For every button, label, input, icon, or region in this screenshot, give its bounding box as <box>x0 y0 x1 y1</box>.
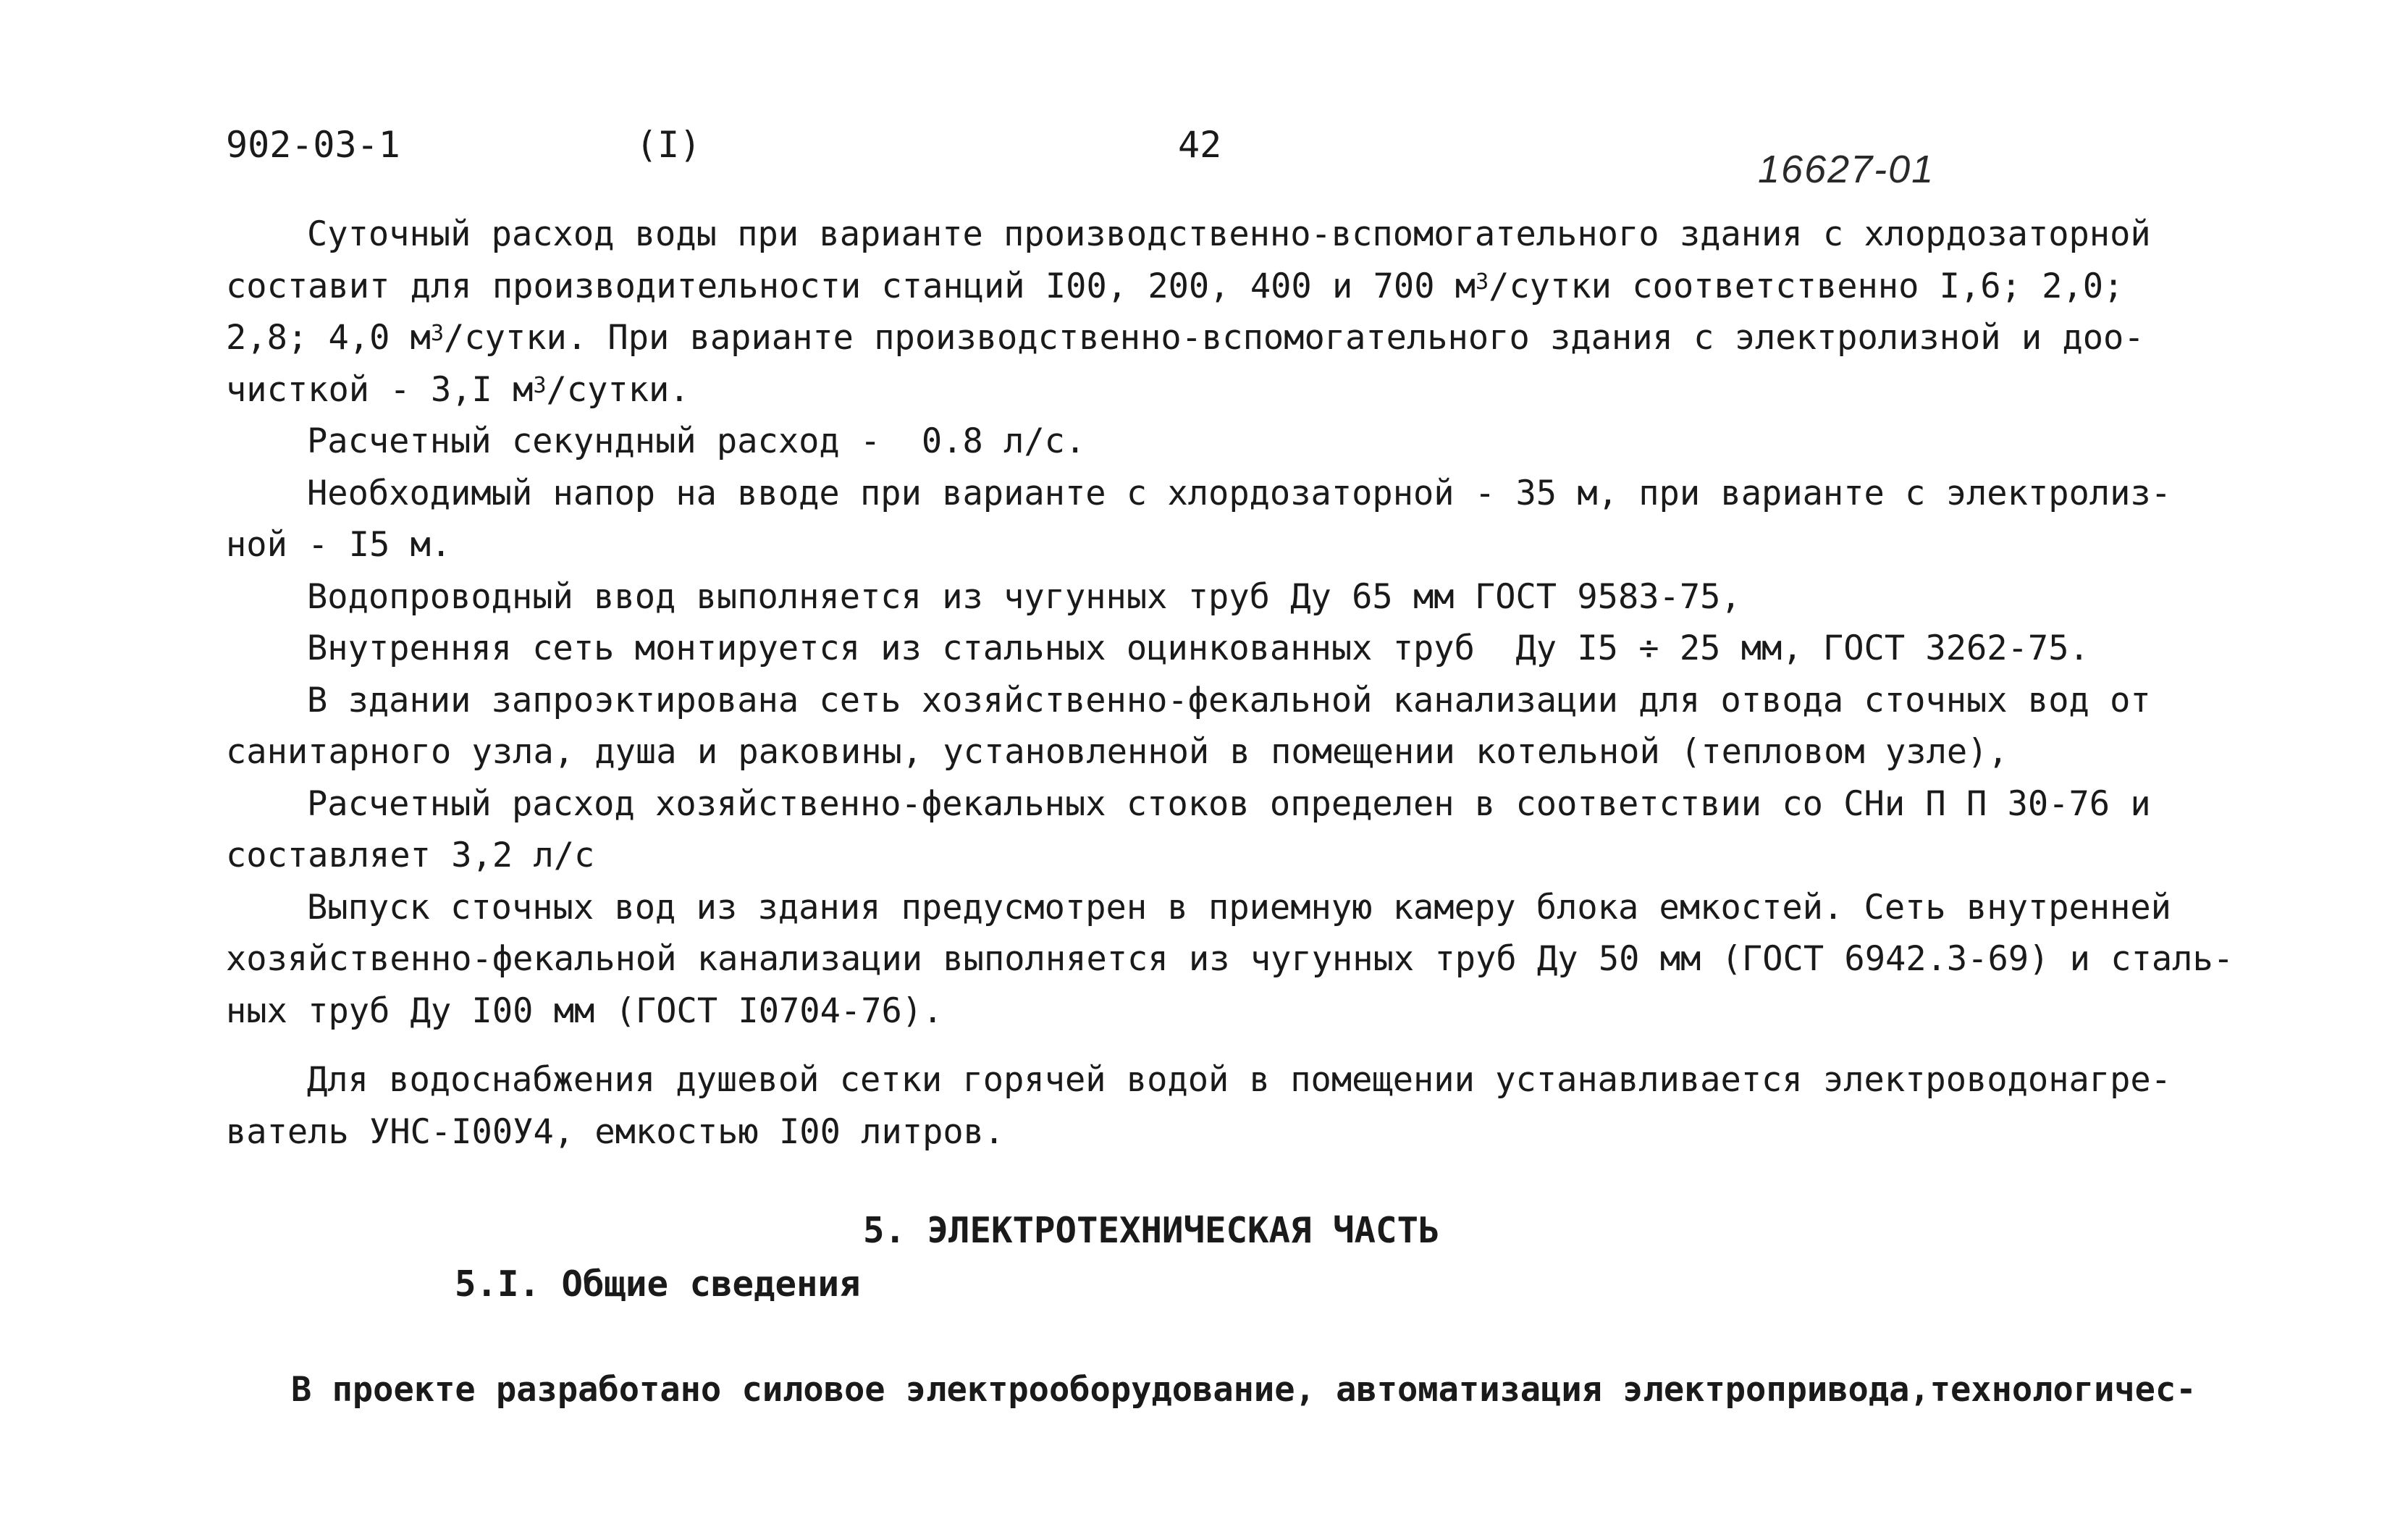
section-title: 5. ЭЛЕКТРОТЕХНИЧЕСКАЯ ЧАСТЬ <box>863 1210 1440 1251</box>
text-line: составляет 3,2 л/с <box>226 836 595 875</box>
text-line: Необходимый напор на вводе при варианте с хлордозаторной - 35 м, при варианте с электролиз- <box>307 473 2171 513</box>
text-line: Расчетный расход хозяйственно-фекальных стоков определен в соответствии со СНи П П 30-76 и <box>307 783 2151 824</box>
body-text <box>226 209 2239 1158</box>
text-line: Суточный расход воды при варианте производственно-вспомогательного здания с хлордозаторной <box>307 214 2151 254</box>
text-line: ватель УНС-I00У4, емкостью I00 литров. <box>226 1111 1005 1152</box>
text-line: ных труб Ду I00 мм (ГОСТ I0704-76). <box>226 990 943 1031</box>
text-line: Для водоснабжения душевой сетки горячей водой в помещении устанавливается электроводонагре- <box>307 1060 2171 1100</box>
page-number: 42 <box>1178 124 1222 166</box>
section-first-line: В проекте разработано силовое электрооборудование, автоматизация электропривода,технологичес- <box>291 1370 2197 1410</box>
text-line: В здании запроэктирована сеть хозяйственно-фекальной канализации для отвода сточных вод от <box>307 680 2151 720</box>
text-line: составит для производительности станций I00, 200, 400 и 700 $м^3$/сутки соответственно I,6; 2,0; <box>226 266 2124 306</box>
text-line: Внутренняя сеть монтируется из стальных оцинкованных труб Ду I5 ÷ 25 мм, ГОСТ 3262-75. <box>307 628 2089 668</box>
subsection-title: 5.I. Общие сведения <box>455 1263 861 1305</box>
text-line: 2,8; 4,0 $м^3$/сутки. При варианте производственно-вспомогательного здания с электролизной и доо- <box>226 318 2144 358</box>
variant-label: (I) <box>636 124 702 166</box>
inventory-number: 16627-01 <box>1758 148 1935 191</box>
text-line: санитарного узла, душа и раковины, установленной в помещении котельной (тепловом узле), <box>226 732 2008 772</box>
text-line: Водопроводный ввод выполняется из чугунных труб Ду 65 мм ГОСТ 9583-75, <box>307 576 1741 617</box>
text-line: ной - I5 м. <box>226 525 452 565</box>
text-line: Расчетный секундный расход - 0.8 л/с. <box>307 421 1086 461</box>
paragraph-gap <box>226 1037 2239 1054</box>
text-line: хозяйственно-фекальной канализации выполняется из чугунных труб Ду 50 мм (ГОСТ 6942.3-69) и сталь- <box>226 939 2234 979</box>
text-line: Выпуск сточных вод из здания предусмотрен в приемную камеру блока емкостей. Сеть внутренней <box>307 887 2171 927</box>
document-code: 902-03-1 <box>226 124 400 166</box>
text-line: чисткой - 3,I $м^3$/сутки. <box>226 369 690 410</box>
